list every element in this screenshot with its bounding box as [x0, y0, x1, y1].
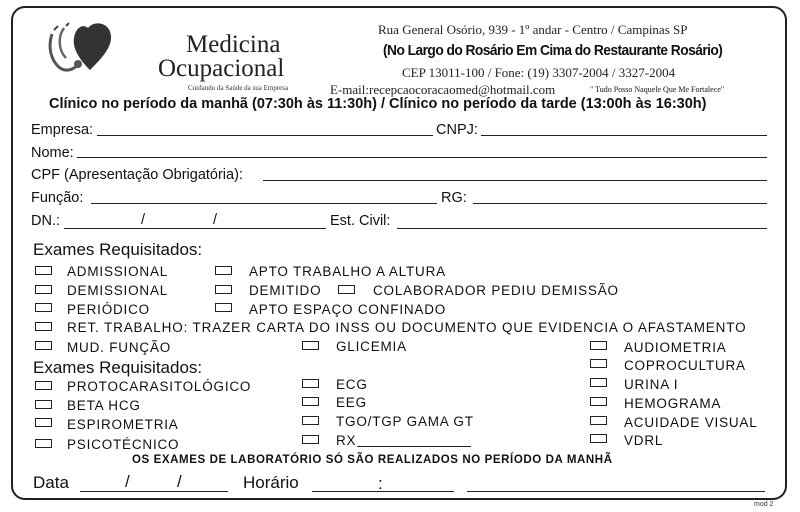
cpf-label: CPF (Apresentação Obrigatória):: [31, 167, 243, 183]
admissional-label: ADMISSIONAL: [67, 264, 169, 279]
tgo-tgp-checkbox[interactable]: [302, 416, 319, 425]
horario-label: Horário: [243, 473, 299, 492]
beta-hcg-checkbox[interactable]: [35, 400, 52, 409]
est-civil-label: Est. Civil:: [330, 213, 391, 229]
protocarasitologico-checkbox[interactable]: [35, 381, 52, 390]
funcao-label: Função:: [31, 190, 84, 206]
address-cep-phone: CEP 13011-100 / Fone: (19) 3307-2004 / 3327-2004: [402, 65, 676, 80]
apto-confinado-label: APTO ESPAÇO CONFINADO: [249, 302, 447, 317]
est-civil-field[interactable]: [397, 228, 767, 229]
nome-field[interactable]: [77, 157, 767, 158]
date-sep-1: /: [125, 472, 130, 491]
exams-section-1-title: Exames Requisitados:: [33, 240, 203, 259]
demitido-label: DEMITIDO: [249, 283, 322, 298]
empresa-label: Empresa:: [31, 122, 94, 138]
demissional-checkbox[interactable]: [35, 285, 52, 294]
dn-label: DN.:: [31, 213, 60, 229]
urina-label: URINA I: [624, 377, 679, 392]
data-label: Data: [33, 473, 69, 492]
rx-label: RX: [336, 433, 357, 448]
logo-tagline: Cuidando da Saúde da sua Empresa: [188, 84, 289, 92]
empresa-field[interactable]: [97, 135, 433, 136]
colaborador-checkbox[interactable]: [338, 285, 355, 294]
dn-field[interactable]: [64, 228, 326, 229]
dn-sep-2: /: [213, 212, 218, 228]
apto-confinado-checkbox[interactable]: [215, 303, 232, 312]
mod-label: mod 2: [754, 501, 774, 508]
date-field[interactable]: [80, 491, 228, 492]
rx-checkbox[interactable]: [302, 435, 319, 444]
logo-title-1: Medicina: [186, 31, 281, 58]
demitido-checkbox[interactable]: [215, 285, 232, 294]
address-motto: " Tudo Posso Naquele Que Me Fortalece": [590, 85, 725, 94]
exams-section-2-title: Exames Requisitados:: [33, 358, 203, 377]
address-email: E-mail:recepcaocoracaomed@hotmail.com: [330, 82, 556, 97]
audiometria-label: AUDIOMETRIA: [624, 340, 727, 355]
eeg-checkbox[interactable]: [302, 397, 319, 406]
espirometria-label: ESPIROMETRIA: [67, 417, 179, 432]
hemograma-checkbox[interactable]: [590, 397, 607, 406]
ret-trabalho-label: RET. TRABALHO: TRAZER CARTA DO INSS OU DOCUMENTO QUE EVIDENCIA O AFASTAMENTO: [67, 320, 747, 335]
mud-funcao-checkbox[interactable]: [35, 341, 52, 350]
espirometria-checkbox[interactable]: [35, 418, 52, 427]
colaborador-label: COLABORADOR PEDIU DEMISSÃO: [373, 283, 619, 298]
periodico-checkbox[interactable]: [35, 303, 52, 312]
dn-sep-1: /: [141, 212, 146, 228]
beta-hcg-label: BETA HCG: [67, 398, 141, 413]
apto-altura-checkbox[interactable]: [215, 266, 232, 275]
horario-field[interactable]: [312, 491, 454, 492]
vdrl-label: VDRL: [624, 433, 664, 448]
demissional-label: DEMISSIONAL: [67, 283, 169, 298]
protocarasitologico-label: PROTOCARASITOLÓGICO: [67, 379, 252, 394]
hemograma-label: HEMOGRAMA: [624, 396, 722, 411]
urina-checkbox[interactable]: [590, 378, 607, 387]
ecg-label: ECG: [336, 377, 368, 392]
nome-label: Nome:: [31, 145, 74, 161]
coprocultura-checkbox[interactable]: [590, 359, 607, 368]
cnpj-field[interactable]: [481, 135, 767, 136]
address-street: Rua General Osório, 939 - 1º andar - Centro / Campinas SP: [378, 22, 688, 37]
logo-icon: [44, 20, 118, 82]
logo-title-2: Ocupacional: [158, 55, 285, 82]
acuidade-label: ACUIDADE VISUAL: [624, 415, 758, 430]
mud-funcao-label: MUD. FUNÇÃO: [67, 340, 172, 355]
ret-trabalho-checkbox[interactable]: [35, 322, 52, 331]
admissional-checkbox[interactable]: [35, 266, 52, 275]
ecg-checkbox[interactable]: [302, 379, 319, 388]
rg-field[interactable]: [473, 203, 767, 204]
glicemia-label: GLICEMIA: [336, 339, 407, 354]
glicemia-checkbox[interactable]: [302, 341, 319, 350]
audiometria-checkbox[interactable]: [590, 341, 607, 350]
vdrl-checkbox[interactable]: [590, 434, 607, 443]
date-sep-2: /: [177, 472, 182, 491]
psicotecnico-checkbox[interactable]: [35, 439, 52, 448]
cnpj-label: CNPJ:: [436, 122, 478, 138]
funcao-field[interactable]: [91, 203, 437, 204]
apto-altura-label: APTO TRABALHO A ALTURA: [249, 264, 446, 279]
rx-field[interactable]: [357, 446, 471, 447]
time-sep: :: [378, 474, 383, 493]
lab-note: OS EXAMES DE LABORATÓRIO SÓ SÃO REALIZADOS NO PERÍODO DA MANHÃ: [132, 454, 613, 466]
address-landmark: (No Largo do Rosário Em Cima do Restaurante Rosário): [383, 42, 723, 59]
clinic-hours: Clínico no período da manhã (07:30h às 11:30h) / Clínico no período da tarde (13:00h às 16:30h): [49, 96, 707, 112]
rg-label: RG:: [441, 190, 467, 206]
periodico-label: PERIÓDICO: [67, 302, 150, 317]
eeg-label: EEG: [336, 395, 367, 410]
tgo-tgp-label: TGO/TGP GAMA GT: [336, 414, 474, 429]
cpf-field[interactable]: [263, 180, 767, 181]
extra-field[interactable]: [467, 491, 765, 492]
coprocultura-label: COPROCULTURA: [624, 358, 746, 373]
psicotecnico-label: PSICOTÉCNICO: [67, 437, 180, 452]
acuidade-checkbox[interactable]: [590, 416, 607, 425]
